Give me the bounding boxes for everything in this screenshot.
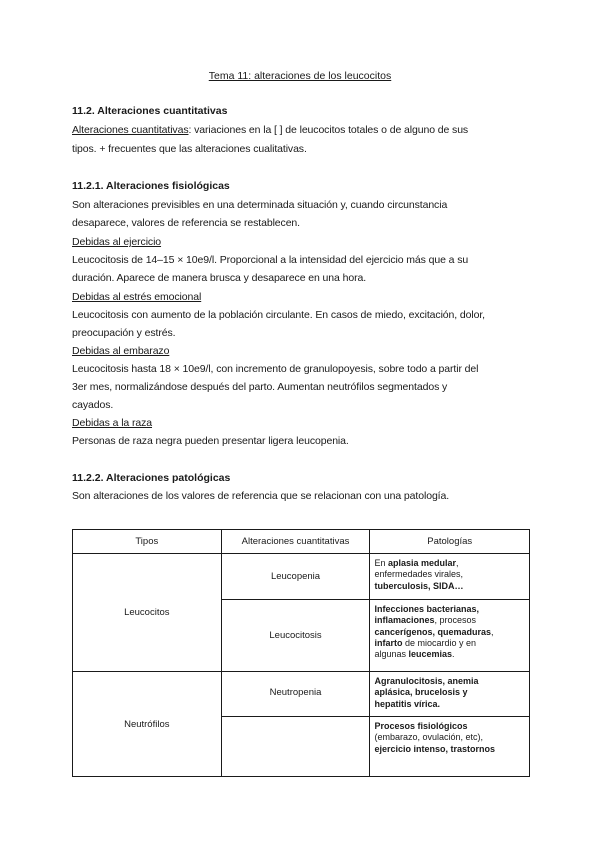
text-span: (embarazo, ovulación, etc), bbox=[374, 732, 484, 743]
paragraph-line: cayados. bbox=[72, 399, 114, 411]
text-span: : variaciones en la [ ] de leucocitos totales o de alguno de sus bbox=[188, 124, 469, 136]
pathology-table bbox=[72, 529, 530, 777]
table-cell-pathology bbox=[370, 554, 530, 600]
table-row bbox=[73, 554, 530, 600]
text-span: , bbox=[491, 626, 494, 637]
paragraph-line: duración. Aparece de manera brusca y desaparece en una hora. bbox=[72, 272, 367, 284]
table-row bbox=[73, 672, 530, 717]
table-cell-alteration: Leucopenia bbox=[221, 554, 370, 600]
text-span: algunas bbox=[374, 649, 409, 660]
bold-text: aplasia medular bbox=[387, 558, 457, 568]
page-title: Tema 11: alteraciones de los leucocitos bbox=[208, 70, 392, 82]
paragraph-line: Son alteraciones de los valores de referencia que se relacionan con una patología. bbox=[72, 490, 450, 502]
bold-text: aplásica, brucelosis y bbox=[374, 687, 468, 698]
text-span: En bbox=[374, 558, 388, 568]
column-header: Tipos bbox=[73, 530, 222, 554]
bold-text: infarto bbox=[374, 637, 403, 648]
subheading-embarazo: Debidas al embarazo bbox=[72, 345, 170, 357]
text-span: , procesos bbox=[434, 615, 477, 626]
bold-text: ejercicio intenso, trastornos bbox=[374, 743, 495, 754]
paragraph-line bbox=[72, 124, 468, 136]
paragraph-line: tipos. + frecuentes que las alteraciones cualitativas. bbox=[72, 143, 307, 155]
paragraph-line: Leucocitosis con aumento de la población circulante. En casos de miedo, excitación, dolor, bbox=[72, 309, 486, 321]
section-heading-11-2-1: 11.2.1. Alteraciones fisiológicas bbox=[72, 180, 230, 192]
term-underlined: Alteraciones cuantitativas bbox=[72, 124, 189, 136]
paragraph-line: Leucocitosis hasta 18 × 10e9/l, con incremento de granulopoyesis, sobre todo a partir del bbox=[72, 363, 479, 375]
table-cell-pathology bbox=[370, 672, 530, 717]
bold-text: cancerígenos, quemaduras bbox=[374, 626, 491, 637]
column-header: Patologías bbox=[370, 530, 530, 554]
table-cell-type: Neutrófilos bbox=[73, 672, 222, 777]
paragraph-line: Leucocitosis de 14–15 × 10e9/l. Proporcional a la intensidad del ejercicio más que a su bbox=[72, 254, 469, 266]
text-span: enfermedades virales, bbox=[374, 569, 463, 580]
bold-text: tuberculosis, SIDA… bbox=[374, 580, 464, 591]
column-header: Alteraciones cuantitativas bbox=[221, 530, 370, 554]
table-cell-pathology bbox=[370, 717, 530, 777]
subheading-estres: Debidas al estrés emocional bbox=[72, 291, 202, 303]
subheading-ejercicio: Debidas al ejercicio bbox=[72, 236, 162, 248]
bold-text: leucemias bbox=[408, 649, 453, 660]
bold-text: hepatitis vírica. bbox=[374, 698, 440, 709]
bold-text: Agranulocitosis, anemia bbox=[374, 676, 479, 686]
bold-text: inflamaciones bbox=[374, 615, 435, 626]
subheading-raza: Debidas a la raza bbox=[72, 417, 153, 429]
paragraph-line: 3er mes, normalizándose después del parto. Aumentan neutrófilos segmentados y bbox=[72, 381, 448, 393]
table-cell-alteration bbox=[221, 717, 370, 777]
paragraph-line: preocupación y estrés. bbox=[72, 327, 176, 339]
table-header-row bbox=[73, 530, 530, 554]
table-cell-alteration: Neutropenia bbox=[221, 672, 370, 717]
paragraph-line: desaparece, valores de referencia se restablecen. bbox=[72, 217, 300, 229]
section-heading-11-2-2: 11.2.2. Alteraciones patológicas bbox=[72, 472, 231, 484]
table-cell-alteration: Leucocitosis bbox=[221, 600, 370, 672]
table-cell-pathology bbox=[370, 600, 530, 672]
bold-text: Procesos fisiológicos bbox=[374, 721, 468, 731]
paragraph-line: Personas de raza negra pueden presentar ligera leucopenia. bbox=[72, 435, 349, 447]
text-span: . bbox=[452, 649, 455, 660]
text-span: , bbox=[456, 558, 459, 568]
text-span: de miocardio y en bbox=[402, 637, 476, 648]
table-cell-type: Leucocitos bbox=[73, 554, 222, 672]
section-heading-11-2: 11.2. Alteraciones cuantitativas bbox=[72, 105, 228, 117]
bold-text: Infecciones bacterianas, bbox=[374, 604, 479, 614]
paragraph-line: Son alteraciones previsibles en una determinada situación y, cuando circunstancia bbox=[72, 199, 448, 211]
